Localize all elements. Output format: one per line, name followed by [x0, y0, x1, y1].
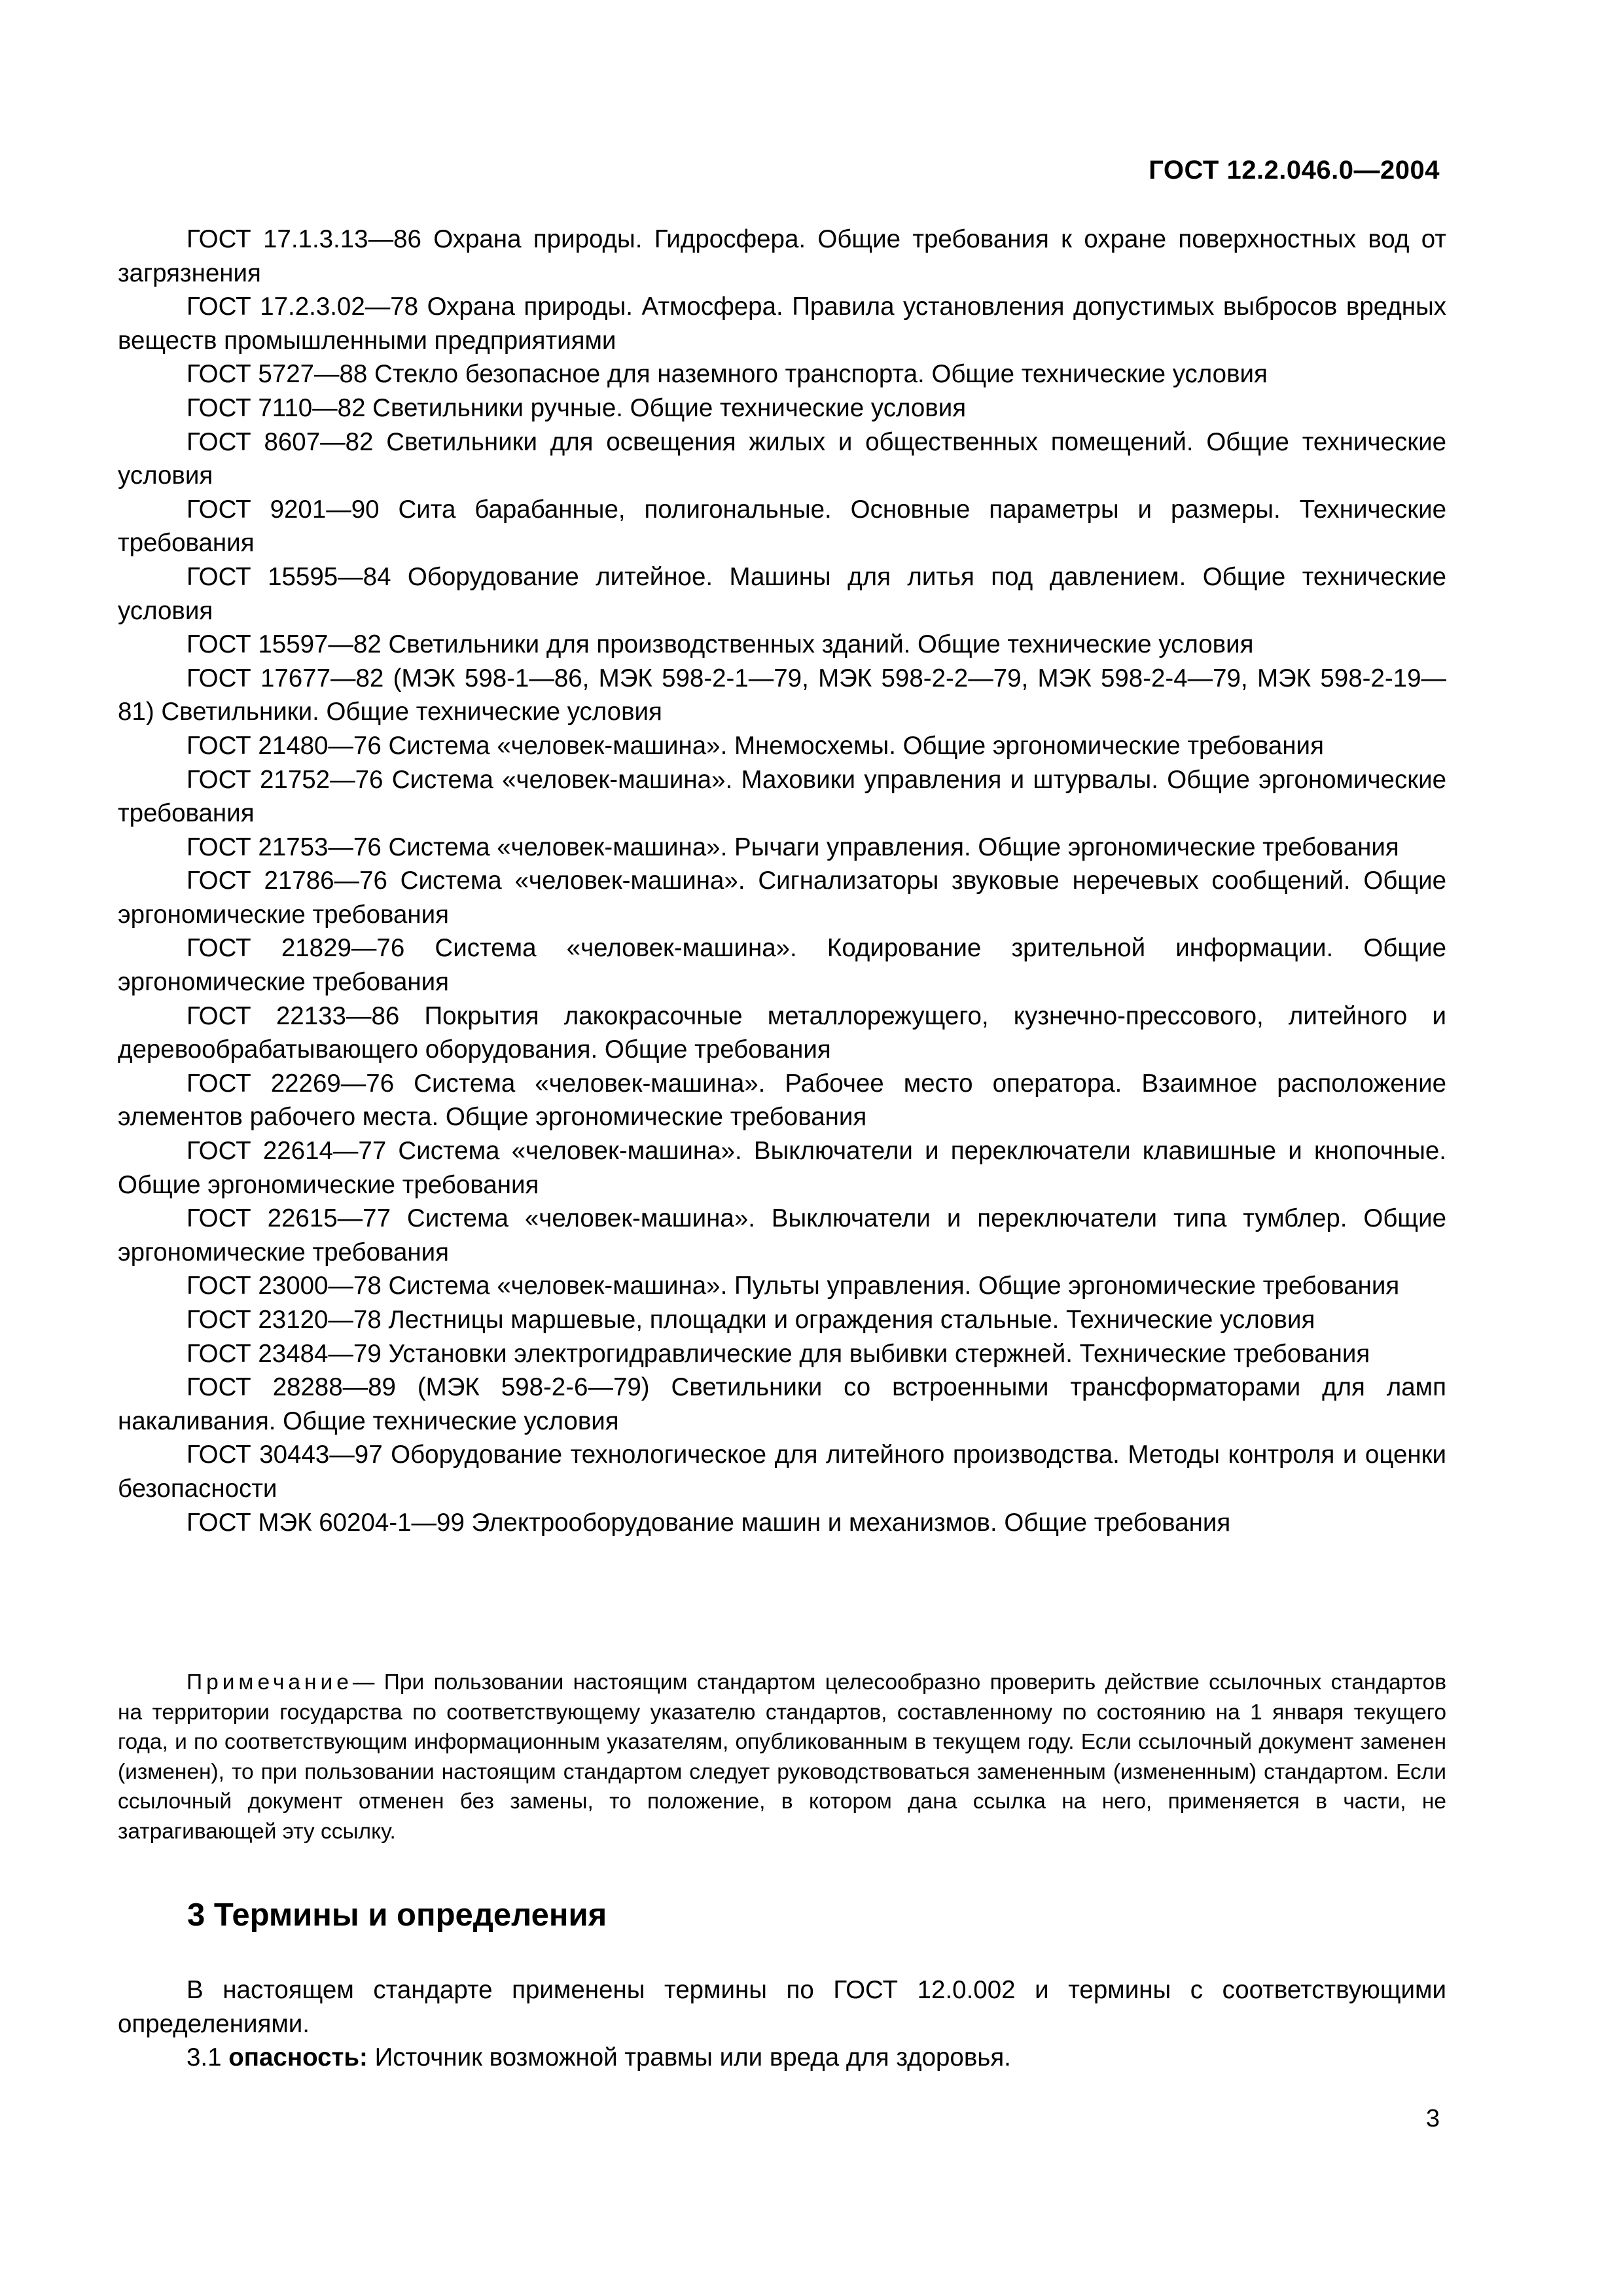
reference-item: ГОСТ 21752—76 Система «человек-машина». Маховики управления и штурвалы. Общие эргономические требования	[118, 765, 1446, 828]
note-label: Примечание	[187, 1670, 353, 1695]
reference-item: ГОСТ 15595—84 Оборудование литейное. Машины для литья под давлением. Общие технические условия	[118, 562, 1446, 625]
definition-text: Источник возможной травмы или вреда для здоровья.	[374, 2043, 1011, 2072]
reference-item: ГОСТ 30443—97 Оборудование технологическое для литейного производства. Методы контроля и оценки безопасности	[118, 1441, 1446, 1503]
definition-paragraph	[118, 2041, 1446, 2075]
reference-item: ГОСТ 22269—76 Система «человек-машина». Рабочее место оператора. Взаимное расположение элементов рабочего места. Общие эргономические требования	[118, 1069, 1446, 1132]
reference-item: ГОСТ 17677—82 (МЭК 598-1—86, МЭК 598-2-1—79, МЭК 598-2-2—79, МЭК 598-2-4—79, МЭК 598-2-19—81) Светильники. Общие технические условия	[118, 664, 1446, 726]
reference-item: ГОСТ 21480—76 Система «человек-машина». Мнемосхемы. Общие эргономические требования	[187, 731, 1324, 760]
references-note	[118, 1668, 1446, 1846]
intro-paragraph: В настоящем стандарте применены термины по ГОСТ 12.0.002 и термины с соответствующими определениями.	[118, 1976, 1446, 2038]
reference-item: ГОСТ 21786—76 Система «человек-машина». Сигнализаторы звуковые неречевых сообщений. Общие эргономические требования	[118, 867, 1446, 929]
reference-item: ГОСТ 5727—88 Стекло безопасное для наземного транспорта. Общие технические условия	[187, 360, 1268, 389]
reference-item: ГОСТ 23120—78 Лестницы маршевые, площадки и ограждения стальные. Технические условия	[187, 1306, 1315, 1334]
reference-item: ГОСТ МЭК 60204-1—99 Электрооборудование машин и механизмов. Общие требования	[187, 1508, 1231, 1537]
section-title: 3 Термины и определения	[187, 1897, 607, 1933]
reference-item: ГОСТ 22615—77 Система «человек-машина». Выключатели и переключатели типа тумблер. Общие эргономические требования	[118, 1204, 1446, 1266]
document-header: ГОСТ 12.2.046.0—2004	[1149, 156, 1440, 185]
reference-item: ГОСТ 9201—90 Сита барабанные, полигональные. Основные параметры и размеры. Технические требования	[118, 495, 1446, 558]
reference-item: ГОСТ 21753—76 Система «человек-машина». Рычаги управления. Общие эргономические требования	[187, 833, 1399, 861]
section-body	[118, 1973, 1446, 2075]
reference-item: ГОСТ 23000—78 Система «человек-машина». Пульты управления. Общие эргономические требования	[187, 1272, 1400, 1300]
reference-item: ГОСТ 23484—79 Установки электрогидравлические для выбивки стержней. Технические требования	[187, 1339, 1370, 1368]
reference-item: ГОСТ 7110—82 Светильники ручные. Общие технические условия	[187, 393, 967, 422]
reference-item: ГОСТ 17.2.3.02—78 Охрана природы. Атмосфера. Правила установления допустимых выбросов вредных веществ промышленными предприятиями	[118, 293, 1446, 355]
page-number: 3	[1425, 2105, 1440, 2132]
reference-item: ГОСТ 8607—82 Светильники для освещения жилых и общественных помещений. Общие технические условия	[118, 427, 1446, 490]
reference-item: ГОСТ 28288—89 (МЭК 598-2-6—79) Светильники со встроенными трансформаторами для ламп накаливания. Общие технические условия	[118, 1373, 1446, 1435]
reference-item: ГОСТ 17.1.3.13—86 Охрана природы. Гидросфера. Общие требования к охране поверхностных вод от загрязнения	[118, 225, 1446, 287]
definition-term: опасность:	[228, 2043, 368, 2072]
reference-item: ГОСТ 15597—82 Светильники для производственных зданий. Общие технические условия	[187, 630, 1254, 659]
reference-item: ГОСТ 21829—76 Система «человек-машина». Кодирование зрительной информации. Общие эргономические требования	[118, 934, 1446, 997]
reference-item: ГОСТ 22133—86 Покрытия лакокрасочные металлорежущего, кузнечно-прессового, литейного и деревообрабатывающего оборудования. Общие требования	[118, 1001, 1446, 1064]
normative-references-list	[118, 223, 1446, 1539]
reference-item: ГОСТ 22614—77 Система «человек-машина». Выключатели и переключатели клавишные и кнопочные. Общие эргономические требования	[118, 1137, 1446, 1199]
note-text: — При пользовании настоящим стандартом целесообразно проверить действие ссылочных стандартов на территории государства по соответствующему указателю стандартов, составленному по состоянию на 1 января текущего года, и по соответствующим информационным указателям, опубликованным в текущем году. Если ссылочный документ заменен (изменен), то при пользовании настоящим стандартом следует руководствоваться замененным (измененным) стандартом. Если ссылочный документ отменен без замены, то положение, в котором дана ссылка на него, применяется в части, не затрагивающей эту ссылку.	[118, 1670, 1446, 1844]
definition-number: 3.1	[187, 2043, 222, 2072]
